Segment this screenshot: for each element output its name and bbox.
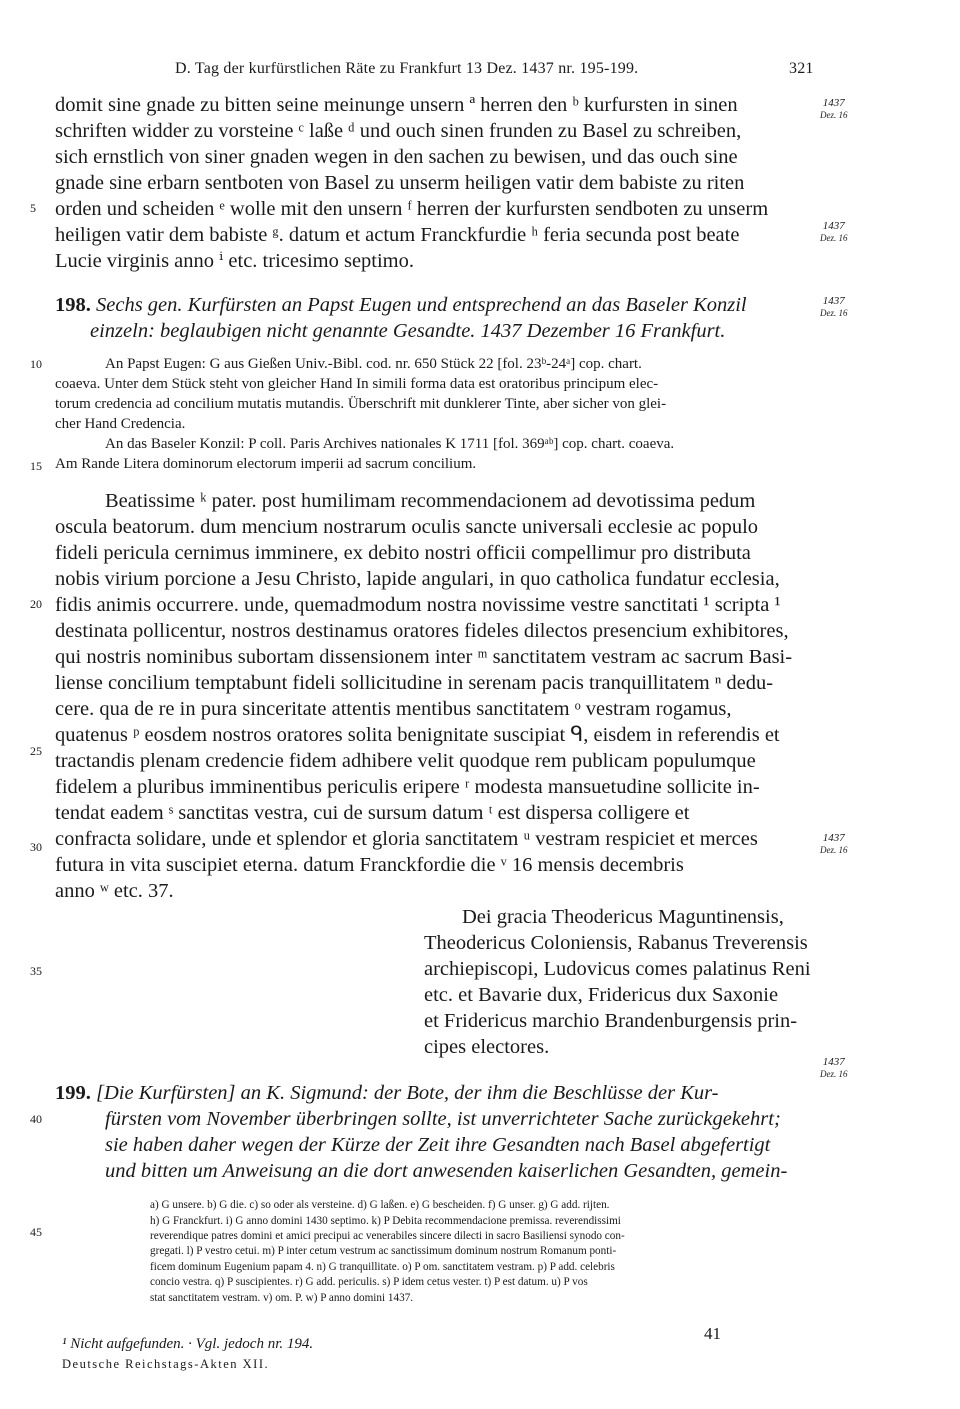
signature-line: cipes electores.	[424, 1036, 550, 1058]
text-line: cere. qua de re in pura sinceritate attentis mentibus sanctitatem ᵒ vestram rogamus,	[55, 698, 732, 720]
apparatus-line: An das Baseler Konzil: P coll. Paris Archives nationales K 1711 [fol. 369ᵃᵇ] cop. chart. coaeva.	[105, 436, 675, 452]
text-line: liense concilium temptabunt fideli sollicitudine in serenam pacis tranquillitatem ⁿ dedu-	[55, 672, 774, 694]
doc-number: 198.	[55, 294, 91, 316]
signature-mark: 41	[704, 1324, 721, 1343]
text-line: anno ʷ etc. 37.	[55, 880, 174, 902]
line-number: 25	[30, 744, 42, 758]
text-line: schriften widder zu vorsteine ᶜ laße ᵈ und ouch sinen frunden zu Basel zu schreiben,	[55, 120, 742, 142]
doc-heading-line: und bitten um Anweisung an die dort anwesenden kaiserlichen Gesandten, gemein-	[105, 1160, 788, 1182]
text-line: confracta solidare, unde et splendor et gloria sanctitatem ᵘ vestram respiciet et merces	[55, 828, 758, 850]
doc-number: 199.	[55, 1082, 91, 1104]
signature-line: Dei gracia Theodericus Maguntinensis,	[462, 906, 784, 928]
apparatus-line: Am Rande Litera dominorum electorum imperii ad sacrum concilium.	[55, 456, 477, 472]
line-number: 30	[30, 840, 42, 854]
doc-heading-line: fürsten vom November überbringen sollte, ist unverrichteter Sache zurückgekehrt;	[105, 1108, 781, 1130]
signature-line: Theodericus Coloniensis, Rabanus Treverensis	[424, 932, 808, 954]
text-line: fidis animis occurrere. unde, quemadmodum nostra novissime vestre sanctitati ¹ scripta ¹	[55, 594, 781, 616]
text-line: fideli pericula cernimus imminere, ex debito nostri officii compellimur pro distributa	[55, 542, 751, 564]
text-line: sich ernstlich von siner gnaden wegen in den sachen zu bewisen, und das ouch sine	[55, 146, 738, 168]
line-number: 10	[30, 357, 42, 371]
margin-date: 1437 Dez. 16	[820, 295, 848, 318]
text-line: gnade sine erbarn sentboten von Basel zu unserm heiligen vatir dem babiste zu riten	[55, 172, 745, 194]
line-number: 5	[30, 201, 36, 215]
line-number: 35	[30, 964, 42, 978]
running-title: D. Tag der kurfürstlichen Räte zu Frankfurt 13 Dez. 1437 nr. 195-199.	[175, 60, 639, 77]
apparatus-line: coaeva. Unter dem Stück steht von gleicher Hand In simili forma data est oratoribus principum elec-	[55, 376, 659, 392]
footnote-line: concio vestra. q) P suscipientes. r) G add. periculis. s) P idem cetus vester. t) P est datum. u) P vos	[150, 1276, 588, 1288]
margin-date: 1437 Dez. 16	[820, 1056, 848, 1079]
text-line: qui nostris nominibus subortam dissensionem inter ᵐ sanctitatem vestram ac sacrum Basi-	[55, 646, 793, 668]
text-line: heiligen vatir dem babiste ᵍ. datum et actum Franckfurdie ʰ feria secunda post beate	[55, 224, 740, 246]
margin-date: 1437 Dez. 16	[820, 97, 848, 120]
doc-heading-line: sie haben daher wegen der Kürze der Zeit ihre Gesandten nach Basel abgefertigt	[105, 1134, 771, 1156]
apparatus-line: torum credencia ad concilium mutatis mutandis. Überschrift mit dunklerer Tinte, aber sicher von glei-	[55, 396, 667, 412]
apparatus-line: An Papst Eugen: G aus Gießen Univ.-Bibl. cod. nr. 650 Stück 22 [fol. 23ᵇ-24ᵃ] cop. chart.	[105, 356, 642, 372]
doc-heading-line: Sechs gen. Kurfürsten an Papst Eugen und entsprechend an das Baseler Konzil	[96, 294, 747, 316]
line-number: 40	[30, 1112, 42, 1126]
footnote-line: ficem dominum Eugenium papam 4. n) G tranquillitate. o) P om. sanctitatem vestram. p) P add. celebris	[150, 1261, 615, 1273]
apparatus-line: cher Hand Credencia.	[55, 416, 186, 432]
series-title: Deutsche Reichstags-Akten XII.	[62, 1357, 270, 1371]
doc-heading-line: einzeln: beglaubigen nicht genannte Gesandte. 1437 Dezember 16 Frankfurt.	[90, 320, 726, 342]
footnote-line: a) G unsere. b) G die. c) so oder als versteine. d) G laßen. e) G bescheiden. f) G unser. g) G add. rijten.	[150, 1199, 610, 1211]
page-number: 321	[789, 60, 814, 77]
text-line: tractandis plenam credencie fidem adhibere velit quodque rem publicam populumque	[55, 750, 756, 772]
text-line: Lucie virginis anno ⁱ etc. tricesimo septimo.	[55, 250, 415, 272]
editorial-note: ¹ Nicht aufgefunden. · Vgl. jedoch nr. 194.	[62, 1336, 314, 1352]
text-line: Beatissime ᵏ pater. post humilimam recommendacionem ad devotissima pedum	[105, 490, 756, 512]
text-line: fidelem a pluribus imminentibus periculis eripere ʳ modesta mansuetudine sollicite in-	[55, 776, 760, 798]
footnote-line: h) G Franckfurt. i) G anno domini 1430 septimo. k) P Debita recommendacione premissa. reverendissimi	[150, 1215, 621, 1227]
text-line: orden und scheiden ᵉ wolle mit den unsern ᶠ herren der kurfursten sendboten zu unserm	[55, 198, 769, 220]
margin-date: 1437 Dez. 16	[820, 832, 848, 855]
footnote-line: reverendique patres domini et amici precipui ac venerabiles sincere dilecti in sacro Basiliensi synodo con-	[150, 1230, 625, 1242]
text-line: domit sine gnade zu bitten seine meinunge unsern ª herren den ᵇ kurfursten in sinen	[55, 94, 738, 116]
margin-date: 1437 Dez. 16	[820, 220, 848, 243]
line-number: 15	[30, 459, 42, 473]
text-line: tendat eadem ˢ sanctitas vestra, cui de sursum datum ᵗ est dispersa colligere et	[55, 802, 690, 824]
doc-heading-199	[55, 1080, 719, 1106]
footnote-line: stat sanctitatem vestram. v) om. P. w) P anno domini 1437.	[150, 1292, 414, 1304]
text-line: nobis virium porcione a Jesu Christo, lapide angulari, in quo catholica fundatur ecclesia,	[55, 568, 780, 590]
footnote-line: gregati. l) P vestro cetui. m) P inter cetum vestrum ac sanctissimum dominum nostrum Romanum ponti-	[150, 1245, 617, 1257]
doc-heading-line: [Die Kurfürsten] an K. Sigmund: der Bote, der ihm die Beschlüsse der Kur-	[96, 1082, 719, 1104]
text-line: futura in vita suscipiet eterna. datum Franckfordie die ᵛ 16 mensis decembris	[55, 854, 684, 876]
line-number: 45	[30, 1225, 42, 1239]
signature-line: et Fridericus marchio Brandenburgensis prin-	[424, 1010, 798, 1032]
text-line: quatenus ᵖ eosdem nostros oratores solita benignitate suscipiat ᑫ, eisdem in referendis et	[55, 724, 780, 746]
signature-line: archiepiscopi, Ludovicus comes palatinus Reni	[424, 958, 811, 980]
text-line: destinata pollicentur, nostros destinamus oratores fideles dilectos presencium exhibitores,	[55, 620, 789, 642]
doc-heading-198	[55, 292, 747, 318]
line-number: 20	[30, 597, 42, 611]
text-line: oscula beatorum. dum mencium nostrarum oculis sancte universali ecclesie ac populo	[55, 516, 759, 538]
signature-line: etc. et Bavarie dux, Fridericus dux Saxonie	[424, 984, 779, 1006]
